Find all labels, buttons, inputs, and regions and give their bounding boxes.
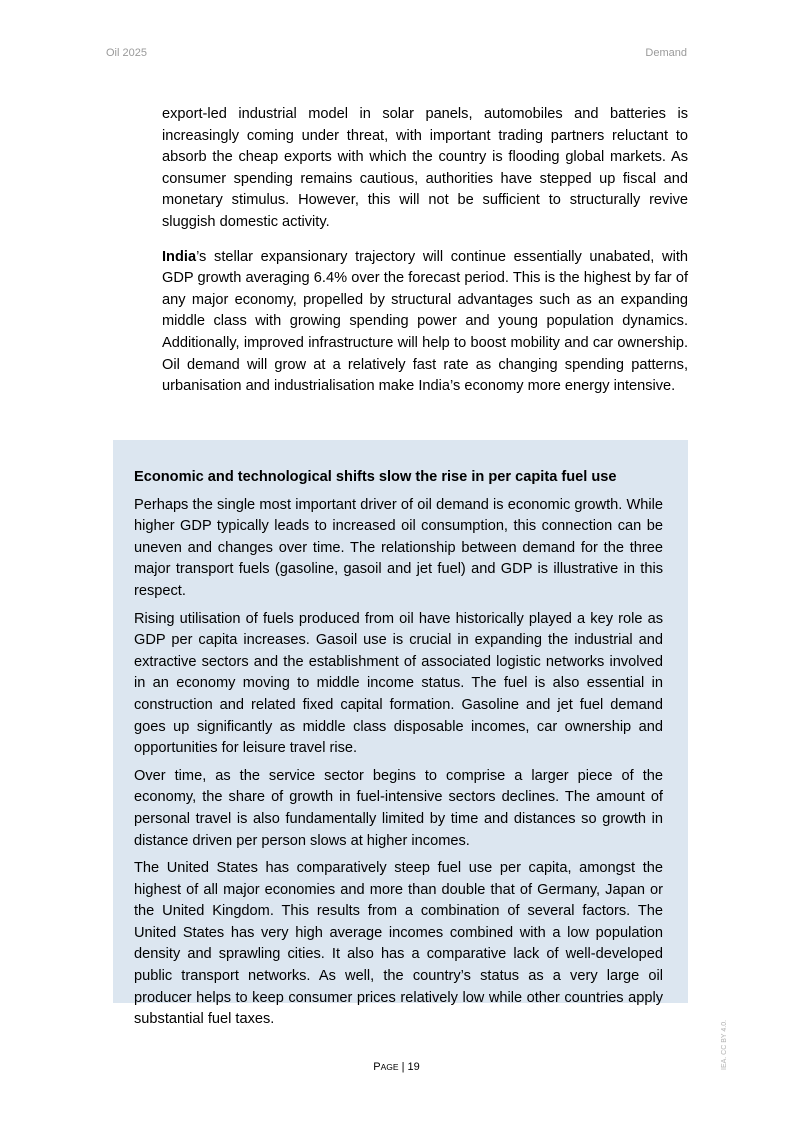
box-paragraph: The United States has comparatively steep fuel use per capita, amongst the highest of all major economies and more than double that of Germany, Japan or the United Kingdom. This results from a combination of several factors. The United States has very high average incomes combined with a low population density and sprawling cities. It also has a comparative lack of well-developed public transport networks. As well, the country’s status as a very large oil producer helps to keep consumer prices relatively low while other countries apply substantial fuel taxes. <box>134 860 663 1028</box>
paragraph-india <box>162 247 688 398</box>
page-footer <box>0 1061 793 1073</box>
india-bold: India <box>162 248 197 265</box>
box-paragraph: Perhaps the single most important driver of oil demand is economic growth. While higher GDP typically leads to increased oil consumption, this connection can be uneven and changes over time. The relationship between demand for the three major transport fuels (gasoline, gasoil and jet fuel) and GDP is illustrative in this respect. <box>134 496 663 599</box>
page-label: PAGE <box>373 1061 399 1073</box>
box-paragraph: Over time, as the service sector begins to comprise a larger piece of the economy, the share of growth in fuel-intensive sectors declines. The amount of personal travel is also fundamentally limited by time and distances so growth in distance driven per person slows at higher incomes. <box>134 767 663 849</box>
page-separator: | <box>398 1061 408 1073</box>
paragraph-china: export-led industrial model in solar panels, automobiles and batteries is increasingly coming under threat, with important trading partners reluctant to absorb the cheap exports with which the country is flooding global markets. As consumer spending remains cautious, authorities have stepped up fiscal and monetary stimulus. However, this will not be sufficient to structurally revive sluggish domestic activity. <box>162 106 688 230</box>
box-title: Economic and technological shifts slow the rise in per capita fuel use <box>134 469 617 485</box>
header-section: Demand <box>645 47 687 59</box>
page-number: 19 <box>407 1061 420 1073</box>
info-box <box>113 440 688 1028</box>
india-text: ’s stellar expansionary trajectory will continue essentially unabated, with GDP growth averaging 6.4% over the forecast period. This is the highest by far of any major economy, propelled by structural advantages such as an expanding middle class with growing spending power and young population dynamics. Additionally, improved infrastructure will help to boost mobility and car ownership. Oil demand will grow at a relatively fast rate as changing spending patterns, urbanisation and industrialisation make India’s economy more energy intensive. <box>162 248 688 395</box>
license-note: IEA. CC BY 4.0. <box>721 1019 728 1070</box>
header-report-title: Oil 2025 <box>106 47 147 59</box>
main-text <box>162 104 688 411</box>
box-paragraph: Rising utilisation of fuels produced from oil have historically played a key role as GDP per capita increases. Gasoil use is crucial in expanding the industrial and extractive sectors and the establishment of associated logistic networks involved in an economy moving to middle income status. The fuel is also essential in construction and related fixed capital formation. Gasoline and jet fuel demand goes up significantly as middle class disposable incomes, car ownership and opportunities for leisure travel rise. <box>134 610 663 757</box>
